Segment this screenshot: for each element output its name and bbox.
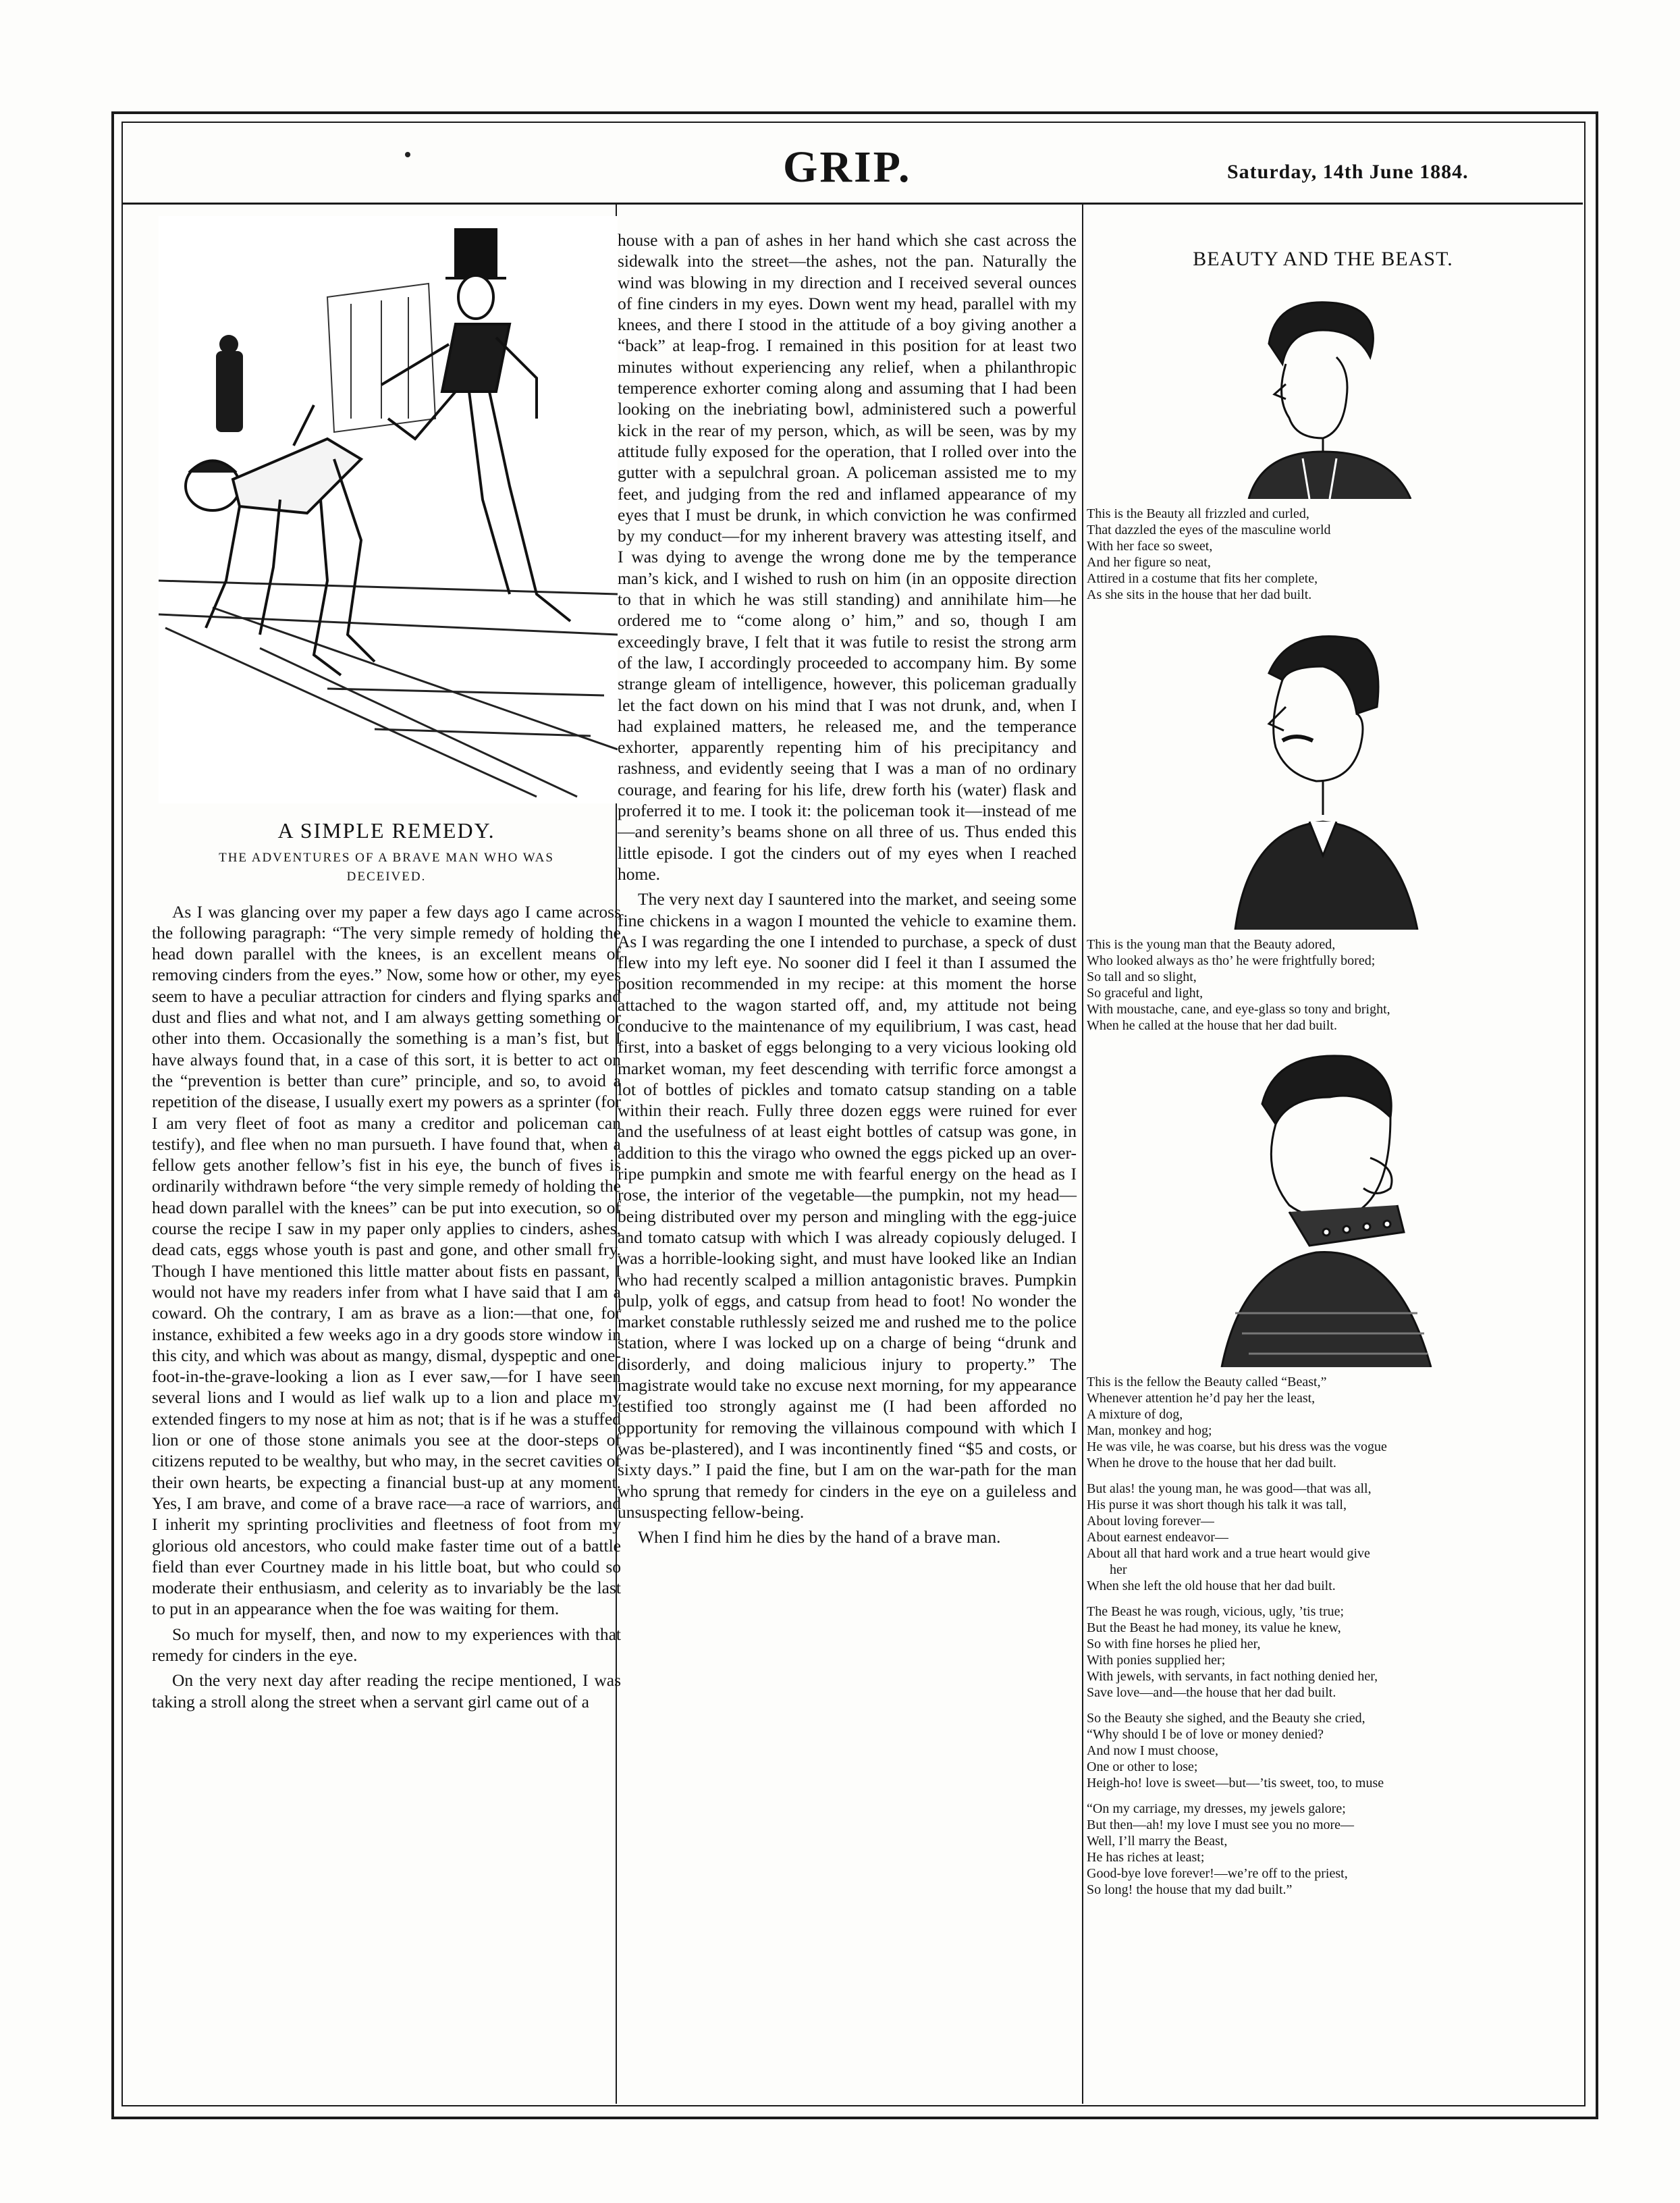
print-speck [405,152,410,157]
poem-line: When she left the old house that her dad built. [1087,1578,1336,1594]
poem-line: And her figure so neat, [1087,555,1211,570]
article-paragraph-2: So much for myself, then, and now to my experiences with that remedy for cinders in the eye. [152,1624,621,1665]
poem-line: Attired in a costume that fits her complete, [1087,571,1318,587]
poem-line: So graceful and light, [1087,986,1203,1001]
poem-line: A mixture of dog, [1087,1407,1183,1423]
poem-stanza-6 [1087,1710,1559,1791]
poem-line: About earnest endeavor— [1087,1530,1228,1545]
poem-line: “Why should I be of love or money denied? [1087,1727,1324,1743]
poem-line: her [1110,1562,1127,1578]
poem-stanza-4 [1087,1481,1559,1594]
poem-line: One or other to lose; [1087,1759,1198,1775]
poem-line: “On my carriage, my dresses, my jewels galore; [1087,1801,1346,1817]
poem-line: With jewels, with servants, in fact nothing denied her, [1087,1669,1378,1684]
young-man-portrait [1222,612,1424,930]
article-paragraph-3: On the very next day after reading the recipe mentioned, I was taking a stroll along the street when a servant girl came out of a [152,1670,621,1711]
poem-line: When he drove to the house that her dad built. [1087,1456,1336,1471]
poem-line: So the Beauty she sighed, and the Beauty she cried, [1087,1711,1365,1726]
poem-line: This is the fellow the Beauty called “Beast,” [1087,1375,1327,1390]
poem-stanza-7 [1087,1801,1559,1898]
beast-portrait [1195,1043,1451,1367]
article-subtitle: THE ADVENTURES OF A BRAVE MAN WHO WAS DECEIVED. [219,850,554,884]
poem-line: So with fine horses he plied her, [1087,1637,1261,1652]
poem-line: Save love—and—the house that her dad built. [1087,1685,1336,1701]
masthead: GRIP. [783,142,912,192]
poem-line: He was vile, he was coarse, but his dress was the vogue [1087,1439,1387,1455]
poem-line: So tall and so slight, [1087,970,1197,985]
poem-line: But then—ah! my love I must see you no more— [1087,1817,1355,1833]
column-rule-2 [1082,205,1083,2104]
poem-stanza-2 [1087,936,1559,1034]
poem-line: About loving forever— [1087,1514,1214,1529]
middle-column [618,230,1077,1551]
dateline: Saturday, 14th June 1884. [1227,161,1469,183]
poem-line: With ponies supplied her; [1087,1653,1226,1668]
poem-line: About all that hard work and a true heart would give [1087,1546,1370,1562]
beauty-portrait [1222,283,1424,499]
poem-stanza-5 [1087,1603,1559,1701]
poem-line: Good-bye love forever!—we’re off to the priest, [1087,1866,1348,1882]
article-paragraph-6: When I find him he dies by the hand of a brave man. [638,1527,1001,1547]
left-column [152,216,621,1716]
poem-line: Whenever attention he’d pay her the least, [1087,1391,1316,1406]
right-column [1087,216,1559,1907]
poem-line: Who looked always as tho’ he were frightfully bored; [1087,953,1376,969]
poem-line: But alas! the young man, he was good—that was all, [1087,1481,1372,1497]
header-rule [121,203,1583,205]
article-paragraph-4: house with a pan of ashes in her hand which she cast across the sidewalk into the street—the ashes, not the pan. Naturally the wind was blowing in my direction and I received several ounces of fine cinders in my eyes. Down went my head, parallel with my knees, and there I stood in the attitude of a boy giving another a “back” at leap-frog. I remained in this position for at least two minutes without experiencing any relief, when a philanthropic temperence exhorter coming along and assuming that I had been looking on the inebriating bowl, administered such a powerful kick in the rear of my person, which, as will be seen, was by my attitude fully exposed for the operation, that I rolled over into the gutter with a sepulchral groan. A policeman assisted me to my feet, and judging from the red and inflamed appearance of my eyes that I must be drunk, in which conviction he was confirmed by my conduct—for my inherent bravery was attesting itself, and I was dying to avenge the wrong done me by the temperance man’s kick, and I wished to rush on him (in an opposite direction to that in which he was still standing) and annihilate him—he ordered me to “come along o’ him,” and so, though I am exceedingly brave, I felt that it was futile to resist the strong arm of the law, I accordingly proceeded to accompany him. By some strange gleam of intelligence, however, this policeman gradually let the fact down on his mind that I was not drunk, and, when I had explained matters, he released me, and the temperance exhorter, apparently repenting him of his precipitancy and rashness, and evidently seeing that I was a man of no ordinary courage, and fearing for his life, drew forth his (water) flask and proferred it to me. I took it: the policeman took it—instead of me—and serenity’s beams shone on all three of us. Thus ended this little episode. I got the cinders out of my eyes when I reached home. [618,230,1077,884]
poem-line: With moustache, cane, and eye-glass so tony and bright, [1087,1002,1390,1017]
poem-line: So long! the house that my dad built.” [1087,1882,1293,1898]
poem-line: But the Beast he had money, its value he knew, [1087,1620,1341,1636]
poem-line: Man, monkey and hog; [1087,1423,1212,1439]
poem-line: Heigh-ho! love is sweet—but—’tis sweet, too, to muse [1087,1776,1384,1791]
poem-line: He has riches at least; [1087,1850,1205,1865]
poem-line: That dazzled the eyes of the masculine world [1087,523,1331,538]
poem-line: This is the Beauty all frizzled and curled, [1087,506,1309,522]
article-title: A SIMPLE REMEDY. [277,818,495,843]
street-scene-illustration [159,216,618,803]
poem-line: With her face so sweet, [1087,539,1213,554]
article-paragraph-5: The very next day I sauntered into the market, and seeing some fine chickens in a wagon I mounted the vehicle to examine them. As I was regarding the one I intended to purchase, a speck of dust flew into my left eye. No sooner did I feel it than I assumed the position recommended in my recipe: at this moment the horse attached to the wagon started off, and, my attitude not being conducive to the maintenance of my equilibrium, I was cast, head first, into a basket of eggs belonging to a very vicious looking old market woman, my feet descending with terrific force amongst a lot of bottles of pickles and tomato catsup standing on a table within their reach. Fully three dozen eggs were ruined for ever and the usefulness of at least eight bottles of catsup was gone, in addition to this the virago who owned the eggs picked up an over-ripe pumpkin and smote me with fearful energy on the head as I rose, the interior of the vegetable—the pumpkin, not my head—being distributed over my person and mingling with the egg-juice and tomato catsup with which I was already copiously deluged. I was a horrible-looking sight, and must have looked like an Indian who had recently scalped a million antagonistic braves. Pumpkin pulp, yolk of eggs, and catsup from head to foot! No wonder the market constable ruthlessly seized me and rushed me to the police station, where I was locked up on a charge of being “drunk and disorderly, and doing malicious injury to property.” The magistrate would take no excuse next morning, for my appearance testified too strongly against me (I had been afforded no opportunity for removing the villainous compound with which I was be-plastered), and I was incontinently fined “$5 and costs, or sixty days.” I paid the fine, but I am on the war-path for the man who sprung that remedy for cinders in the eye on a guileless and unsuspecting fellow-being. [618,889,1077,1522]
poem-stanza-3 [1087,1374,1559,1471]
poem-stanza-1 [1087,506,1559,603]
article-paragraph-1: As I was glancing over my paper a few days ago I came across the following paragraph: “The very simple remedy of holding the head down parallel with the knees, is an excellent means of removing cinders from the eyes.” Now, some how or other, my eyes seem to have a peculiar attraction for cinders and flying sparks and dust and flies and what not, and I am always getting something or other into them. Occasionally the something is a man’s fist, but I have always found that, in a case of this sort, it is better to act on the “prevention is better than cure” principle, and so, to avoid a repetition of the disease, I usually exert my powers as a sprinter (for I am very fleet of foot as many a creditor and policeman can testify), and flee when no man pursueth. I have found that, when a fellow gets another fellow’s fist in his eye, the bunch of fives is ordinarily withdrawn before “the very simple remedy of holding the head down parallel with the knees” can be put into execution, so of course the recipe I saw in my paper only applies to cinders, ashes, dead cats, eggs whose youth is past and gone, and other small fry. Though I have mentioned this little matter about fists en passant, I would not have my readers infer from what I have said that I am a coward. Oh the contrary, I am as brave as a lion:—that one, for instance, exhibited a few weeks ago in a dry goods store window in this city, and which was about as mangy, dismal, dyspeptic and one-foot-in-the-grave-looking a lion as I ever saw,—for I have seen several lions and I would as lief walk up to a lion and place my extended fingers to my nose at him as not; that is if he was a stuffed lion or one of those stone animals you see at the door-steps of citizens reputed to be wealthy, but who may, in the secret cavities of their own hearts, be expecting a financial bust-up at any moment. Yes, I am brave, and come of a brave race—a race of warriors, and I inherit my sprinting proclivities and fleetness of foot from my glorious old ancestors, who could make faster time out of a battle field than ever Courtney made in his little boat, but who could so moderate their enthusiasm, and celerity as to invariably be the last to put in an appearance when the foe was waiting for them. [152,901,621,1619]
poem-line: The Beast he was rough, vicious, ugly, ’tis true; [1087,1604,1345,1620]
poem-line: And now I must choose, [1087,1743,1218,1759]
poem-title: BEAUTY AND THE BEAST. [1193,248,1453,270]
poem-line: His purse it was short though his talk it was tall, [1087,1497,1347,1513]
poem-line: Well, I’ll marry the Beast, [1087,1834,1228,1849]
poem-line: When he called at the house that her dad built. [1087,1018,1337,1034]
poem-line: This is the young man that the Beauty adored, [1087,937,1336,953]
poem-line: As she sits in the house that her dad built. [1087,587,1312,603]
